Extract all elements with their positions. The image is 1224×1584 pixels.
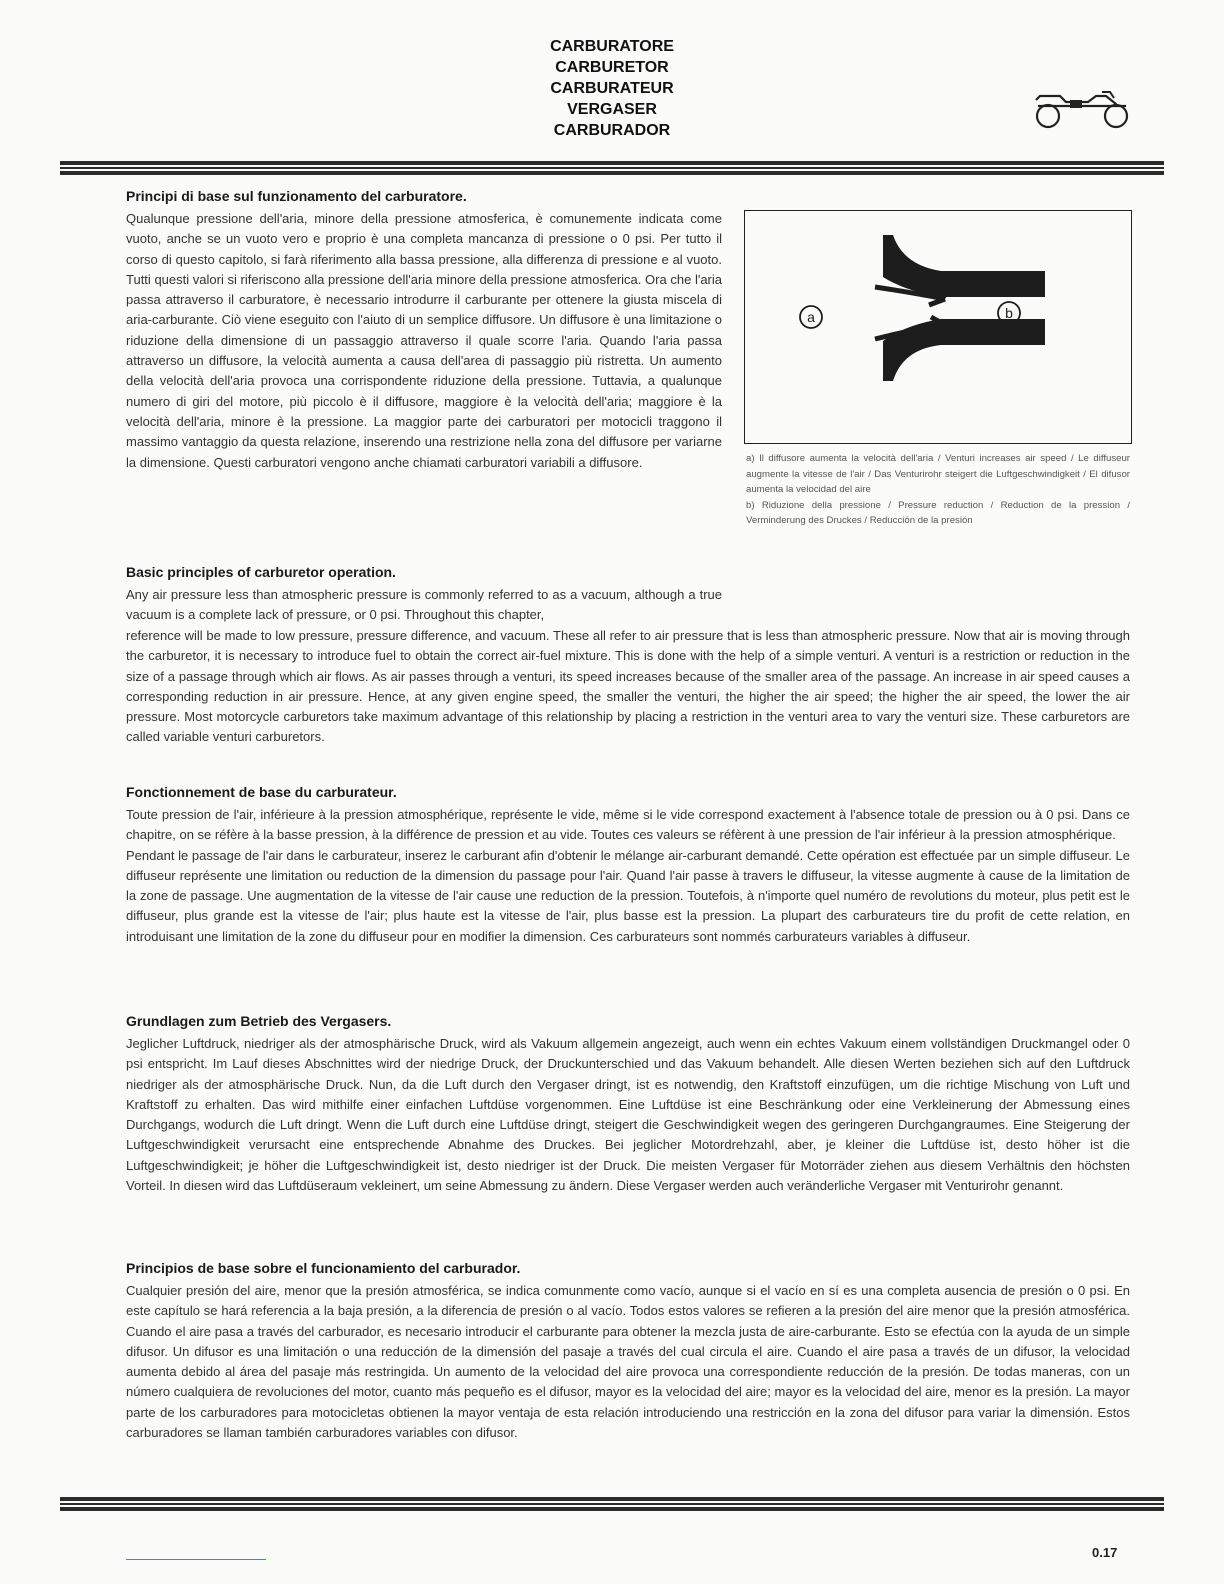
heading-es: Principios de base sobre el funcionamiento del carburador. [126,1260,521,1276]
heading-fr: Fonctionnement de base du carburateur. [126,784,397,800]
label-b: b [1005,305,1013,321]
title-de: VERGASER [567,101,657,118]
paragraph-en-wide: reference will be made to low pressure, pressure difference, and vacuum. These all refer to air pressure that is less than atmospheric pressure. Now that air is moving through the carburetor, it is necessary to introduce fuel to obtain the correct air-fuel mixture. This is done with the help of a simple venturi. A venturi is a restriction or reduction in the size of a passage through which air flows. As air passes through a venturi, its speed increases because of the smaller area of the passage. An increase in air speed causes a corresponding reduction in air pressure. Hence, at any given engine speed, the smaller the venturi, the higher the air speed; the higher the air speed, the lower the air pressure. Most motorcycle carburetors take maximum advantage of this relationship by placing a restriction in the venturi area to vary the venturi size. These carburetors are called variable venturi carburetors. [126,628,1130,745]
paragraph-fr-1: Toute pression de l'air, inférieure à la pression atmosphérique, représente le vide, même si le vide correspond exactement à l'absence totale de pression ou à 0 psi. Dans ce chapitre, on se réfère à la basse pression, à la différence de pression et au vide. Toutes ces valeurs se réfèrent à une pression de l'air inférieur à la pression atmosphérique. [126,807,1130,843]
motorcycle-icon [1030,86,1134,130]
venturi-upper-wall [883,235,1045,297]
paragraph-fr-2: Pendant le passage de l'air dans le carburateur, inserez le carburant afin d'obtenir le mélange air-carburant demandé. Cette opération est effectuée par un simple diffuseur. Le diffuseur représente une limitation ou reduction de la dimension du passage pour l'air. Quand l'air passe à travers le diffuseur, la vitesse augmente à cause de la limitation de la zone de passage. Une augmentation de la vitesse de l'air cause une reduction de la pression. Toutefois, à n'importe quel numéro de revolutions du moteur, plus petit est le diffuseur, plus grande est la vitesse de l'air; plus haute est la vitesse de l'air, plus basse est la pression. La plupart des carburateurs tire du profit de cette relation, en introduisant une limitation de la zone du diffuseur pour en modifier la dimension. Ces carburateurs sont nommés carburateurs variables à diffuseur. [126,847,1130,944]
title-en: CARBURETOR [555,59,669,76]
heading-it: Principi di base sul funzionamento del carburatore. [126,188,467,204]
venturi-diagram-drawing [745,211,1131,443]
paragraph-es: Cualquier presión del aire, menor que la presión atmosférica, se indica comunmente como vacío, aunque si el vacío en sí es una completa ausencia de presión o 0 psi. En este capítulo se hará referencia a la baja presión, a la diferencia de presión o al vacío. Todos estos valores se refieren a la presión del aire menor que la presión atmosférica. Cuando el aire pasa a través del carburador, es necesario introducir el carburante para obtener la mezcla justa de aire-carburante. Esto se efectúa con la ayuda de un simple difusor. Un difusor es una limitación o una reducción de la dimensión del pasaje a través del cual circula el aire. Cuando el aire pasa a través de un difusor, la velocidad aumenta debido al área del pasaje más restringida. Un aumento de la velocidad del aire provoca una correspondiente reducción de la presión. De todas maneras, con un número cualquiera de revoluciones del motor, cuanto más pequeño es el difusor, mayor es la velocidad del aire; mayor es la velocidad del aire, menor es la presión. La mayor parte de los carburadores para motocicletas obtienen la mayor ventaja de esta relación introduciendo una restricción en la zona del difusor para variar la dimensión. Estos carburadores se llaman también carburadores variables con difusor. [126,1283,1130,1441]
top-rule [60,161,1164,178]
title-es: CARBURADOR [553,122,671,139]
title-fr: CARBURATEUR [550,80,674,97]
paragraph-fr [126,805,1130,947]
venturi-lower-wall [883,319,1045,381]
bottom-rule [60,1497,1164,1514]
heading-de: Grundlagen zum Betrieb des Vergasers. [126,1013,392,1029]
heading-en: Basic principles of carburetor operation. [126,564,396,580]
paragraph-en-narrow: Any air pressure less than atmospheric pressure is commonly referred to as a vacuum, although a true vacuum is a complete lack of pressure, or 0 psi. Throughout this chapter, [126,587,722,623]
venturi-diagram [744,210,1132,444]
figure-caption [746,451,1130,529]
paragraph-it: Qualunque pressione dell'aria, minore della pressione atmosferica, è comunemente indicata come vuoto, anche se un vuoto vero e proprio è una completa mancanza di pressione o 0 psi. Per tutto il corso di questo capitolo, si farà riferimento alla bassa pressione, alla differenza di pressione e al vuoto. Tutti questi valori si riferiscono alla pressione dell'aria minore della pressione atmosferica. Ora che l'aria passa attraverso il carburatore, è necessario introdurre il carburante per ottenere la giusta miscela di aria-carburante. Ciò viene eseguito con l'aiuto di un semplice diffusore. Un diffusore è una limitazione o riduzione della dimensione di un passaggio attraverso il quale scorre l'aria. Quando l'aria passa attraverso un diffusore, la velocità aumenta a causa dell'area di passaggio più ristretta. Un aumento della velocità dell'aria provoca una corrispondente riduzione della pressione. Tuttavia, a qualunque numero di giri del motore, più piccolo è il diffusore, maggiore è la velocità dell'aria; maggiore è la velocità dell'aria, minore è la pressione. La maggior parte dei carburatori per motocicli traggono il massimo vantaggio da questa relazione, inserendo una restrizione nella zona del diffusore per variarne la dimensione. Questi carburatori vengono anche chiamati carburatori variabili a diffusore. [126,211,722,470]
page-number: 0.17 [1092,1545,1118,1560]
caption-a: a) Il diffusore aumenta la velocità dell'aria / Venturi increases air speed / Le diffuseur augmente la vitesse de l'air / Das Venturirohr steigert die Luftgeschwindigkeit / El difusor aumenta la velocidad del aire [746,453,1130,495]
title-it: CARBURATORE [550,38,674,55]
paragraph-de: Jeglicher Luftdruck, niedriger als der atmosphärische Druck, wird als Vakuum allgemein angezeigt, auch wenn ein echtes Vakuum einem vollständigen Druckmangel oder 0 psi entspricht. Im Lauf dieses Abschnittes wird der niedrige Druck, der Druckunterschied und das Vakuum behandelt. Alle diesen Werten beziehen sich auf den Luftdruck niedriger als der atmosphärische Druck. Nun, da die Luft durch den Vergaser dringt, ist es notwendig, den Kraftstoff einzufügen, um die richtige Mischung von Luft und Kraftstoff zu erhalten. Das wird mithilfe einer einfachen Luftdüse vorgenommen. Eine Luftdüse ist eine Beschränkung oder eine Verkleinerung der Abmessung eines Durchgangs, wodurch die Luft dringt. Wenn die Luft durch eine Luftdüse dringt, steigert die Geschwindigkeit wegen des geringeren Durchgangraumes. Eine Steigerung der Luftgeschwindigkeit verursacht eine entsprechende Abnahme des Druckes. Bei jeglicher Motordrehzahl, aber, je kleiner die Luftdüse ist, desto höher ist die Luftgeschwindigkeit; je höher die Luftgeschwindigkeit ist, desto niedriger ist der Druck. Die meisten Vergaser für Motorräder ziehen aus diesem Verhältnis den höchsten Vorteil. In diesen wird das Luftdüseraum vekleinert, um seine Abmessung zu ändern. Diese Vergaser werden auch veränderliche Vergaser mit Venturirohr genannt. [126,1036,1130,1194]
footer-link-line [126,1559,266,1560]
caption-b: b) Riduzione della pressione / Pressure reduction / Reduction de la pression / Verminderung des Druckes / Reducción de la presión [746,499,1130,526]
label-a: a [807,309,815,325]
